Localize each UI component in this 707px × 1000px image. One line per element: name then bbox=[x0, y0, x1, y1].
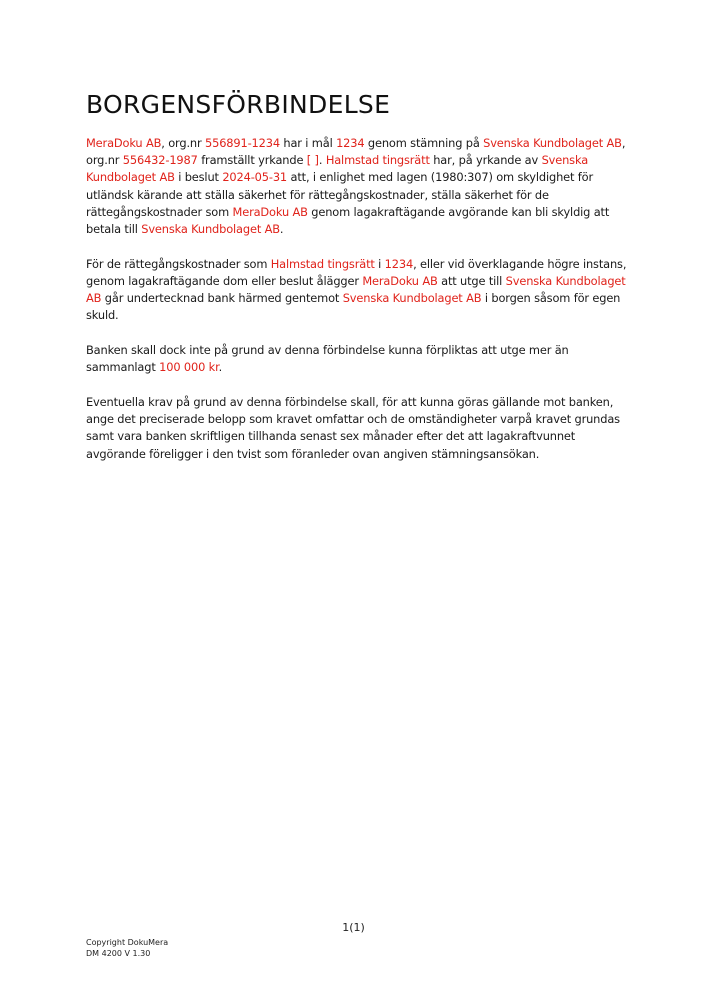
text-segment: genom stämning på bbox=[364, 136, 484, 150]
paragraph bbox=[86, 342, 631, 376]
text-segment: , eller vid överklagande högre instans, genom lagakraftägande dom eller beslut ålägger bbox=[86, 256, 627, 288]
highlighted-field: 556891-1234 bbox=[205, 136, 280, 150]
text-segment: . bbox=[279, 222, 284, 237]
page-number: 1(1) bbox=[342, 921, 365, 934]
highlighted-field: Svenska Kundbolaget AB bbox=[483, 136, 622, 150]
document-body bbox=[86, 135, 631, 480]
text-segment: . bbox=[318, 153, 326, 168]
text-segment: i bbox=[374, 256, 385, 271]
document-title: BORGENSFÖRBINDELSE bbox=[86, 90, 391, 119]
text-segment: går undertecknad bank härmed gentemot bbox=[101, 291, 343, 306]
footer bbox=[86, 938, 168, 959]
text-segment: , org.nr bbox=[86, 136, 626, 168]
highlighted-field: [ ] bbox=[306, 153, 319, 168]
paragraph bbox=[86, 394, 631, 463]
highlighted-field: 2024-05-31 bbox=[222, 170, 288, 185]
highlighted-field: MeraDoku AB bbox=[232, 204, 308, 219]
text-segment: har i mål bbox=[279, 136, 337, 150]
highlighted-field: Svenska Kundbolaget AB bbox=[141, 222, 280, 237]
highlighted-field: MeraDoku AB bbox=[86, 136, 162, 150]
highlighted-field: Svenska Kundbolaget AB bbox=[86, 153, 589, 185]
text-segment: framställt yrkande bbox=[197, 153, 307, 168]
text-segment: genom lagakraftägande avgörande kan bli skyldig att betala till bbox=[86, 204, 610, 237]
text-segment: i beslut bbox=[174, 170, 223, 185]
footer-copyright: Copyright DokuMera bbox=[86, 938, 169, 947]
text-segment: Eventuella krav på grund av denna förbindelse skall, för att kunna göras gällande mot banken, ange det preciserade belopp som kravet omfattar och de omständigheter varpå kravet grundas samt vara banken skriftligen tillhanda senast sex månader efter det att lagakraftvunnet avgörande föreligger i den tvist som föranleder ovan angiven stämningsansökan. bbox=[86, 394, 620, 461]
text-segment: har, på yrkande av bbox=[429, 153, 542, 168]
text-segment: att utge till bbox=[437, 273, 506, 288]
highlighted-field: Svenska Kundbolaget AB bbox=[342, 291, 482, 306]
text-segment: . bbox=[218, 360, 223, 375]
footer-version: DM 4200 V 1.30 bbox=[86, 948, 151, 958]
paragraph bbox=[86, 135, 631, 238]
text-segment: Banken skall dock inte på grund av denna förbindelse kunna förpliktas att utge mer än sammanlagt bbox=[86, 343, 569, 375]
highlighted-field: 556432-1987 bbox=[122, 153, 198, 168]
paragraph bbox=[86, 256, 631, 325]
highlighted-field: 1234 bbox=[336, 136, 365, 150]
highlighted-field: 100 000 kr bbox=[159, 360, 219, 375]
highlighted-field: Halmstad tingsrätt bbox=[270, 256, 375, 271]
text-segment: att, i enlighet med lagen (1980:307) om skyldighet för utländsk kärande att ställa säkerhet för rättegångskostnader, ställa säkerhet för de rättegångskostnader som bbox=[86, 170, 593, 219]
highlighted-field: MeraDoku AB bbox=[362, 273, 438, 288]
text-segment: För de rättegångskostnader som bbox=[86, 256, 271, 271]
highlighted-field: Halmstad tingsrätt bbox=[325, 153, 430, 168]
text-segment: i borgen såsom för egen skuld. bbox=[86, 291, 621, 323]
text-segment: , org.nr bbox=[161, 136, 205, 150]
highlighted-field: 1234 bbox=[384, 256, 414, 271]
highlighted-field: Svenska Kundbolaget AB bbox=[86, 273, 626, 306]
